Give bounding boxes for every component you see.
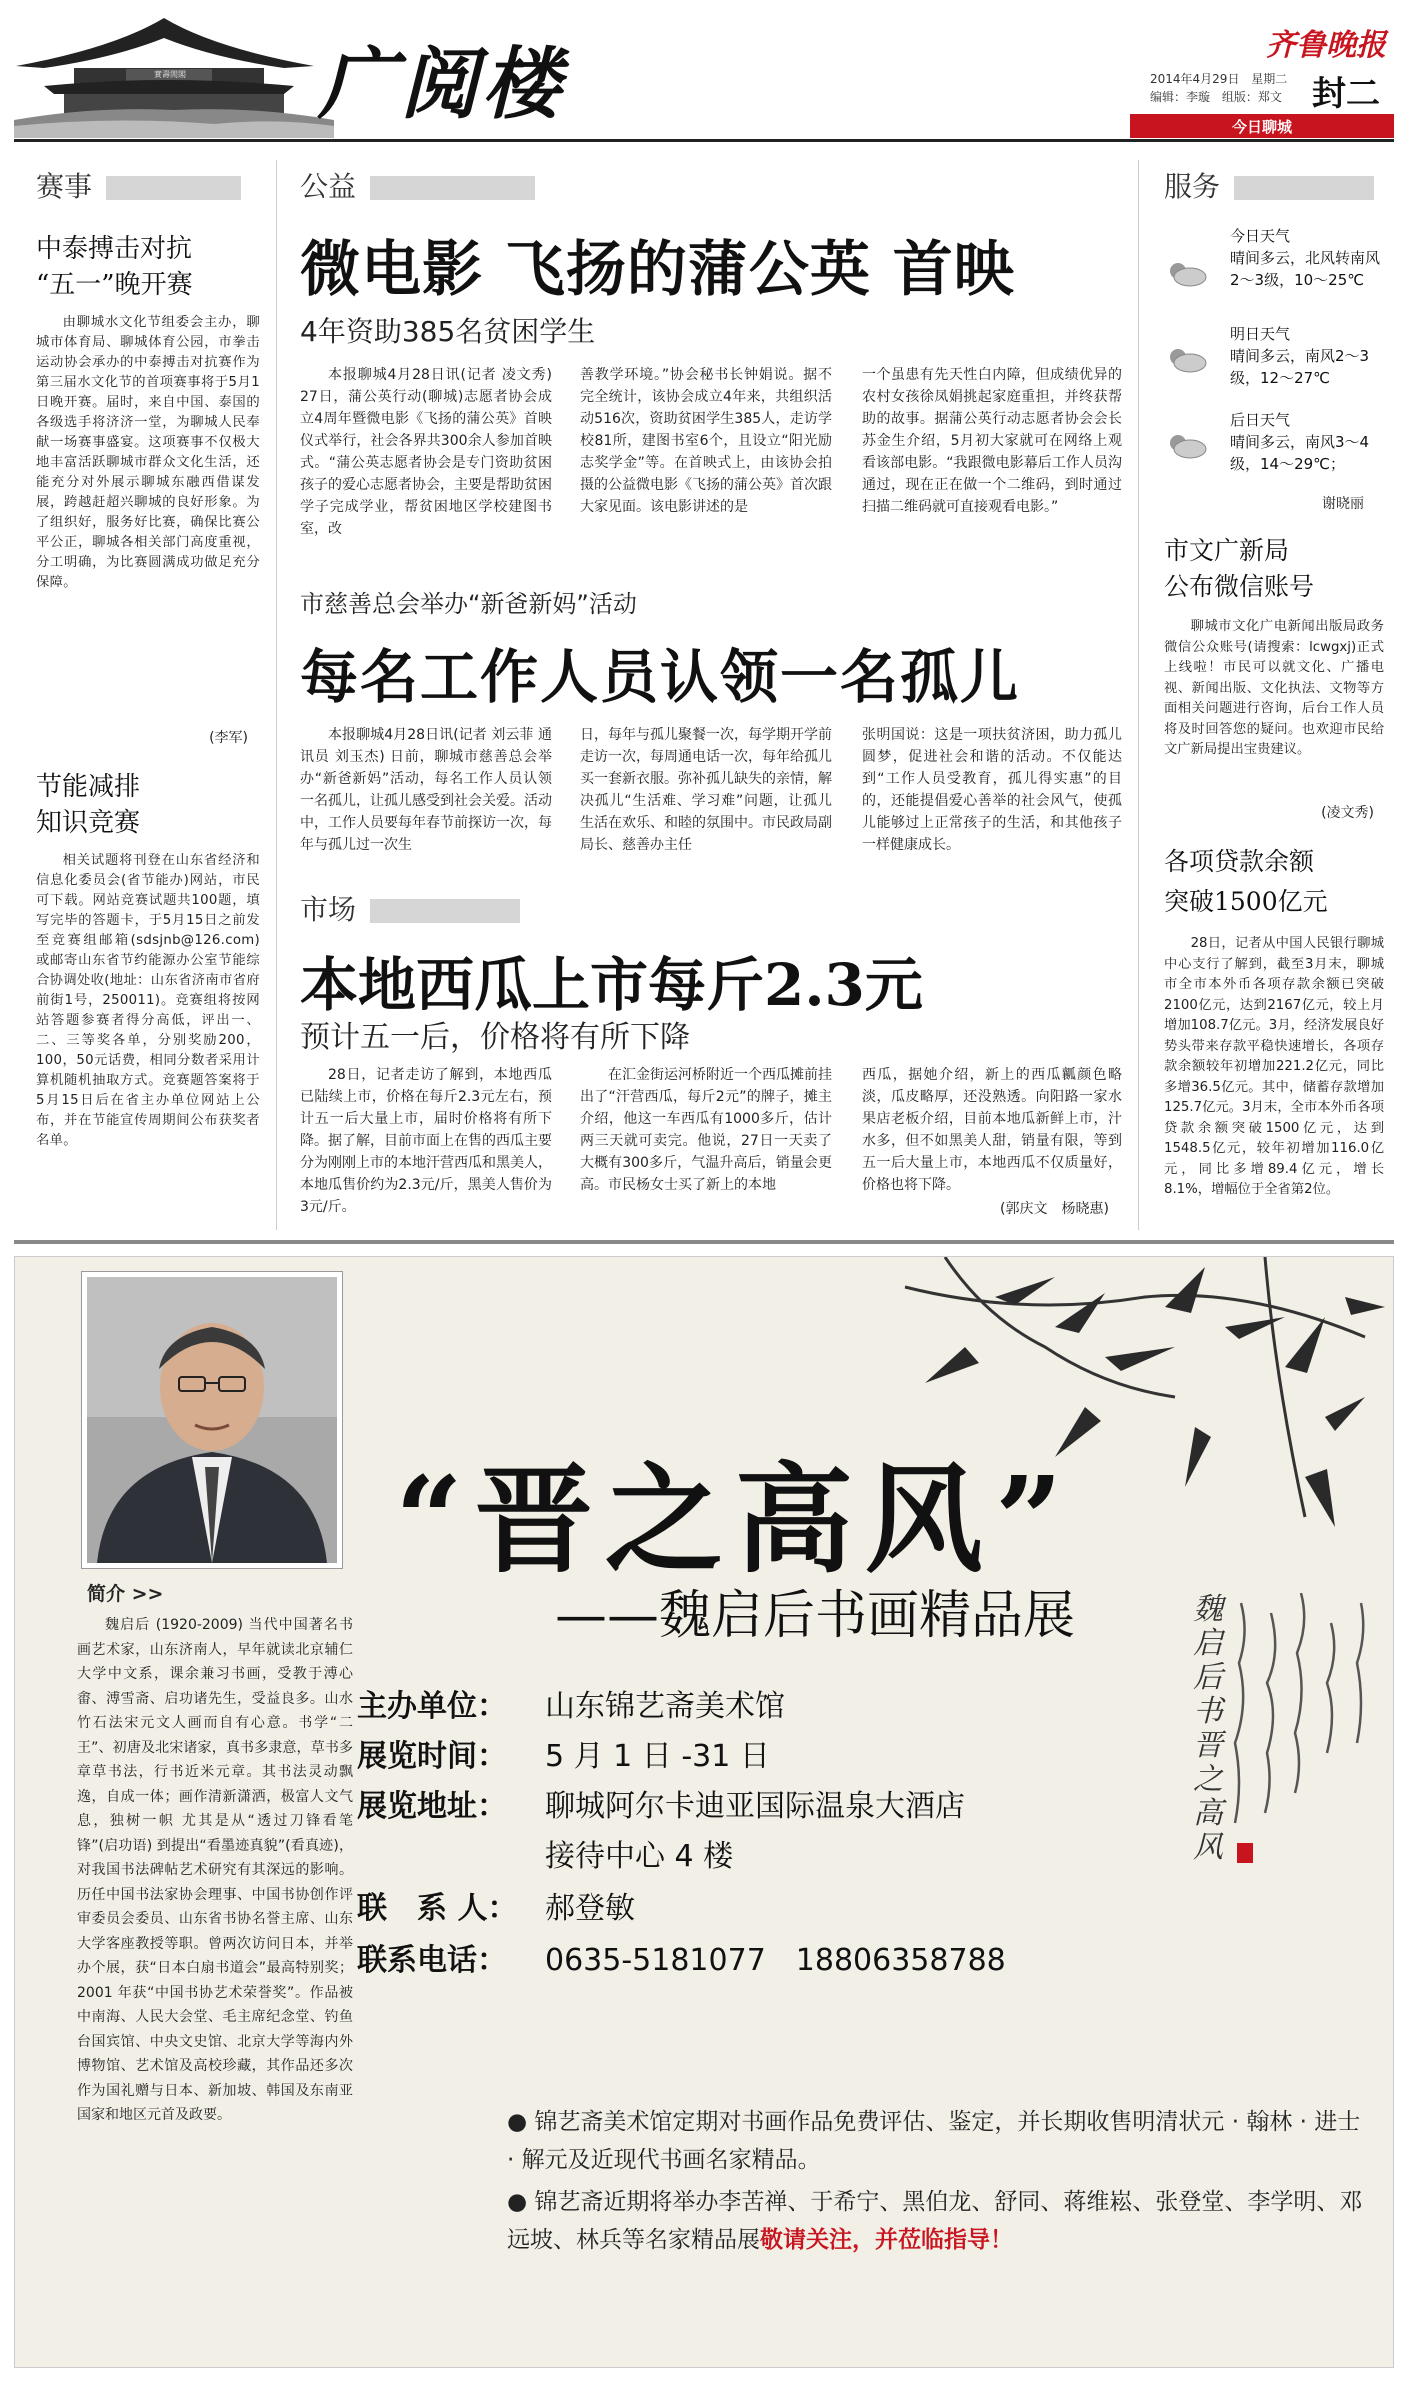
orphan-col3: 张明国说：这是一项扶贫济困，助力孤儿圆梦，促进社会和谐的活动。不仅能达到“工作人员受教育，孤儿得实惠”的目的，还能提倡爱心善举的社会风气，使孤儿能够过上正常孩子的生活，和其他孩子一样健康成长。 [862,727,1122,853]
notice-1: ● 锦艺斋美术馆定期对书画作品免费评估、鉴定，并长期收售明清状元 · 翰林 · 进士 · 解元及近现代书画名家精品。 [507,2109,1361,2173]
headline-line: 市文广新局 [1164,536,1290,565]
notice-emphasis: 敬请关注，并莅临指导！ [760,2227,1013,2253]
cloud-sun-icon [1164,259,1208,287]
weather-tomorrow [1164,323,1384,401]
weather-label: 今日天气 [1230,227,1291,245]
headline-line: 中泰搏击对抗 [36,234,193,264]
weather-label: 后日天气 [1230,411,1291,429]
headline-line: 突破1500亿元 [1164,887,1328,916]
red-seal [1237,1843,1253,1863]
portrait-frame [81,1271,343,1569]
masthead-rule [14,139,1394,142]
loans-headline [1164,842,1384,922]
weekday: 星期二 [1251,72,1288,86]
info-value: 聊城阿尔卡迪亚国际温泉大酒店 [545,1789,965,1824]
section-bar [1234,176,1374,200]
info-row [357,1883,1197,1935]
weather-desc: 晴间多云，南风3～4级，14～29℃； [1230,433,1370,473]
byline: (郭庆文 杨晓惠) [1000,1201,1109,1217]
melon-col2: 在汇金街运河桥附近一个西瓜摊前挂出了“汗营西瓜，每斤2元”的牌子，摊主介绍，他这一车西瓜有1000多斤，估计两三天就可卖完。他说，27日一天卖了大概有300多斤，气温升高后，销量会更高。市民杨女士买了新上的本地 [580,1067,832,1193]
film-col3: 一个虽患有先天性白内障，但成绩优异的农村女孩徐凤娟挑起家庭重担，并终获帮助的故事。据蒲公英行动志愿者协会会长苏金生介绍，5月初大家就可在网络上观看该部电影。“我跟微电影幕后工作人员沟通过，现在正在做一个二维码，到时通过扫描二维码就可直接观看电影。” [862,367,1122,515]
page-label: 封二 [1312,74,1380,114]
byline: 谢晓丽 [1322,496,1364,512]
melon-headline: 本地西瓜上市每斤2.3元 [300,951,923,1019]
wechat-headline [1164,533,1384,605]
info-label: 展览时间： [357,1739,507,1774]
story-body: 相关试题将刊登在山东省经济和信息化委员会(省节能办)网站，市民可下载。网站竞赛试题共100题，填写完毕的答题卡，于5月15日之前发至竞赛组邮箱(sdsjnb@126.com)或邮寄山东省节约能源办公室节能综合协调处收(地址：山东省济南市省府前街1号，250011)。竞赛组将按网站答题参赛者得分高低，评出一、二、三等奖各单，分别奖励200，100，50元话费，相同分数者采用计算机随机抽取方式。竞赛题答案将于5月15日后在省主办单位网站上公布，并在节能宣传周期间公布获奖者名单。 [36,853,260,1148]
exhibition-info [357,1681,1197,1985]
info-value: 郝登敏 [545,1891,635,1926]
calligraphy-text: 魏启后 书 晋之高风 [1193,1592,1223,1865]
info-value: 山东锦艺斋美术馆 [545,1689,785,1724]
info-value: 0635-5181077 18806358788 [545,1943,1006,1978]
orphan-col1: 本报聊城4月28日讯(记者 刘云菲 通讯员 刘玉杰) 日前，聊城市慈善总会举办“新爸新妈”活动，每名工作人员认领一名孤儿，让孤儿感受到社会关爱。活动中，工作人员要每年春节前探访一次，每年与孤儿过一次生 [300,727,552,853]
weather-desc: 晴间多云，北风转南风2～3级，10～25℃ [1230,249,1381,289]
date: 2014年4月29日 [1150,72,1240,86]
info-value: 5 月 1 日 -31 日 [545,1739,770,1774]
bio-title: 简介 >> [87,1583,164,1605]
headline-line: “五一”晚开赛 [36,270,193,300]
headline-line: 各项贷款余额 [1164,847,1315,876]
film-col2: 善教学环境。”协会秘书长钟娟说。据不完全统计，该协会成立4年来，共组织活动516次，资助贫困学生385人，走访学校81所，建图书室6个，且设立“阳光励志奖学金”等。在首映式上，由该协会拍摄的公益微电影《飞扬的蒲公英》首次跟大家见面。该电影讲述的是 [580,367,832,515]
story-headline [36,769,260,841]
info-label: 联 系 人： [357,1891,518,1926]
section-bar [370,176,535,200]
film-subhead: 4年资助385名贫困学生 [300,315,596,348]
melon-col1: 28日，记者走访了解到，本地西瓜已陆续上市，价格在每斤2.3元左右，预计五一后大量上市，届时价格将有所下降。据了解，目前市面上在售的西瓜主要分为刚刚上市的本地汗营西瓜和黑美人，本地瓜售价约为2.3元/斤，黑美人售价为3元/斤。 [300,1067,552,1215]
orphan-col2: 日，每年与孤儿聚餐一次，每学期开学前走访一次，每周通电话一次，每年给孤儿买一套新衣服。弥补孤儿缺失的亲情，解决孤儿“生活难、学习难”问题，让孤儿生活在欢乐、和睦的氛围中。市民政局副局长、慈善办主任 [580,727,832,853]
issue-date [1150,70,1287,87]
cloud-sun-icon [1164,431,1208,459]
weather-aftertomorrow [1164,409,1384,489]
film-headline: 微电影 飞扬的蒲公英 首映 [300,235,1015,305]
section-gongyi: 公益 [300,165,535,205]
byline: (凌文秀) [1321,805,1374,821]
info-label: 主办单位： [357,1689,507,1724]
section-bar [370,899,520,923]
section-shichang: 市场 [300,888,520,928]
bio-body: 魏启后 (1920-2009) 当代中国著名书画艺术家，山东济南人，早年就读北京辅仁大学中文系，课余兼习书画，受教于溥心畬、溥雪斋、启功诸先生，受益良多。山水竹石法宋元文人画而自有心意。书学“二王”、初唐及北宋诸家，真书多隶意，草书多章草书法，行书近米元章。其书法灵动飘逸，自成一体；画作清新潇洒，极富人文气息，独树一帜 尤其是从“透过刀锋看笔锋”(启功语) 到提出“看墨迹真貌”(看真迹)，对我国书法碑帖艺术研究有其深远的影响。历任中国书法家协会理事、中国书协创作评审委员会委员、山东省书协名誉主席、山东大学客座教授等职。曾两次访问日本，并举办个展，获“日本白扇书道会”最高特别奖；2001 年获“中国书协艺术荣誉奖”。作品被中南海、人民大会堂、毛主席纪念堂、钓鱼台国宾馆、中央文史馆、北京大学等海内外博物馆、艺术馆及高校珍藏，其作品还多次作为国礼赠与日本、新加坡、韩国及东南亚国家和地区元首及政要。 [77,1617,353,2123]
section-fuwu: 服务 [1164,165,1384,205]
headline-line: 知识竞赛 [36,808,141,838]
info-label: 展览地址： [357,1789,507,1824]
editor-info [1150,88,1282,105]
page-title: 广阅楼 [318,39,565,130]
story-headline [36,231,260,303]
exhibition-ad [14,1256,1394,2368]
story-body: 由聊城水文化节组委会主办，聊城市体育局、聊城体育公园，市拳击运动协会承办的中泰搏击对抗赛作为第三届水文化节的首项赛事将于5月1日晚开赛。届时，来自中国、泰国的各级选手将济济一堂，为聊城人民奉献一场赛事盛宴。这项赛事不仅极大地丰富活跃聊城市群众文化生活，还能充分对外展示聊城东融西借谋发展，跨越赶超兴聊城的良好形象。为了组织好，服务好比赛，确保比赛公平公正，聊城各相关部门高度重视，分工明确，为比赛圆满成功做足充分保障。 [36,315,260,590]
headline-line: 公布微信账号 [1164,572,1315,601]
cloud-sun-icon [1164,345,1208,373]
paper-name: 齐鲁晚报 [1266,28,1386,63]
byline: (李军) [209,730,248,746]
info-value: 接待中心 4 楼 [545,1839,734,1874]
exhibition-title: “晋之高风” [395,1450,1075,1589]
weather-desc: 晴间多云，南风2～3级，12～27℃ [1230,347,1370,387]
column-divider [276,160,277,1230]
calligraphy-scroll [1193,1593,1383,1953]
info-row [357,1731,1197,1781]
melon-col3: 西瓜，据她介绍，新上的西瓜瓤颜色略淡，瓜皮略厚，还没熟透。向阳路一家水果店老板介绍，目前本地瓜新鲜上市，汁水多，但不如黑美人甜，销量有限，等到五一后大量上市，本地西瓜不仅质量好，价格也将下降。 [862,1067,1122,1193]
section-bar [106,176,241,200]
pavilion-plaque: 實壽閒閣 [154,70,186,79]
wechat-body: 聊城市文化广电新闻出版局政务微信公众账号(请搜索：lcwgxj)正式上线啦！市民可以就文化、广播电视、新闻出版、文化执法、文物等方面相关问题进行咨询，后台工作人员将及时回答您的疑问。也欢迎市民给文广新局提出宝贵建议。 [1164,619,1384,757]
masthead [0,0,1409,142]
layout-editor: 组版：郑文 [1221,90,1282,104]
weather-label: 明日天气 [1230,325,1291,343]
editor: 编辑：李璇 [1150,90,1211,104]
info-row [357,1935,1197,1985]
left-column [36,165,260,1283]
film-col1: 本报聊城4月28日讯(记者 凌文秀) 27日，蒲公英行动(聊城)志愿者协会成立4周年暨微电影《飞扬的蒲公英》首映仪式举行，社会各界共300余人参加首映式。“蒲公英志愿者协会是专门资助贫困孩子的爱心志愿者协会，主要是帮助贫困学子完成学业，帮贫困地区学校建图书室，改 [300,367,552,537]
notice-2 [507,2183,1367,2259]
info-row [357,1831,1197,1883]
melon-subhead: 预计五一后，价格将有所下降 [300,1020,690,1055]
section-saishi: 赛事 [36,165,260,205]
exhibition-subtitle: ——魏启后书画精品展 [555,1586,1076,1646]
headline-line: 节能减排 [36,772,141,802]
column-divider [1138,160,1139,1230]
loans-body: 28日，记者从中国人民银行聊城中心支行了解到，截至3月末，聊城市全市本外币各项存款余额已突破2100亿元，达到2167亿元，较上月增加108.7亿元。3月，经济发展良好势头带来存款平稳快速增长，各项存款余额较年初增加221.2亿元，同比多增36.5亿元。其中，储蓄存款增加125.7亿元。3月末，全市本外币各项贷款余额突破1500亿元，达到1548.5亿元，较年初增加116.0亿元，同比多增89.4亿元，增长8.1%，增幅位于全省第2位。 [1164,936,1384,1197]
right-column [1164,165,1384,1308]
info-row [357,1781,1197,1831]
notice-text: ● 锦艺斋近期将举办李苦禅、于希宁、黑伯龙、舒同、蒋维崧、张登堂、李学明、邓远坡、林兵等名家精品展 [507,2189,1363,2253]
page-separator [14,1240,1394,1244]
orphan-kicker: 市慈善总会举办“新爸新妈”活动 [300,590,637,618]
weather-today [1164,225,1384,315]
calligraphy-strokes [1231,1593,1381,1893]
info-label: 联系电话： [357,1943,507,1978]
edition-tag: 今日聊城 [1232,118,1293,136]
info-row [357,1681,1197,1731]
portrait-photo [87,1277,337,1563]
orphan-headline: 每名工作人员认领一名孤儿 [300,643,1021,711]
